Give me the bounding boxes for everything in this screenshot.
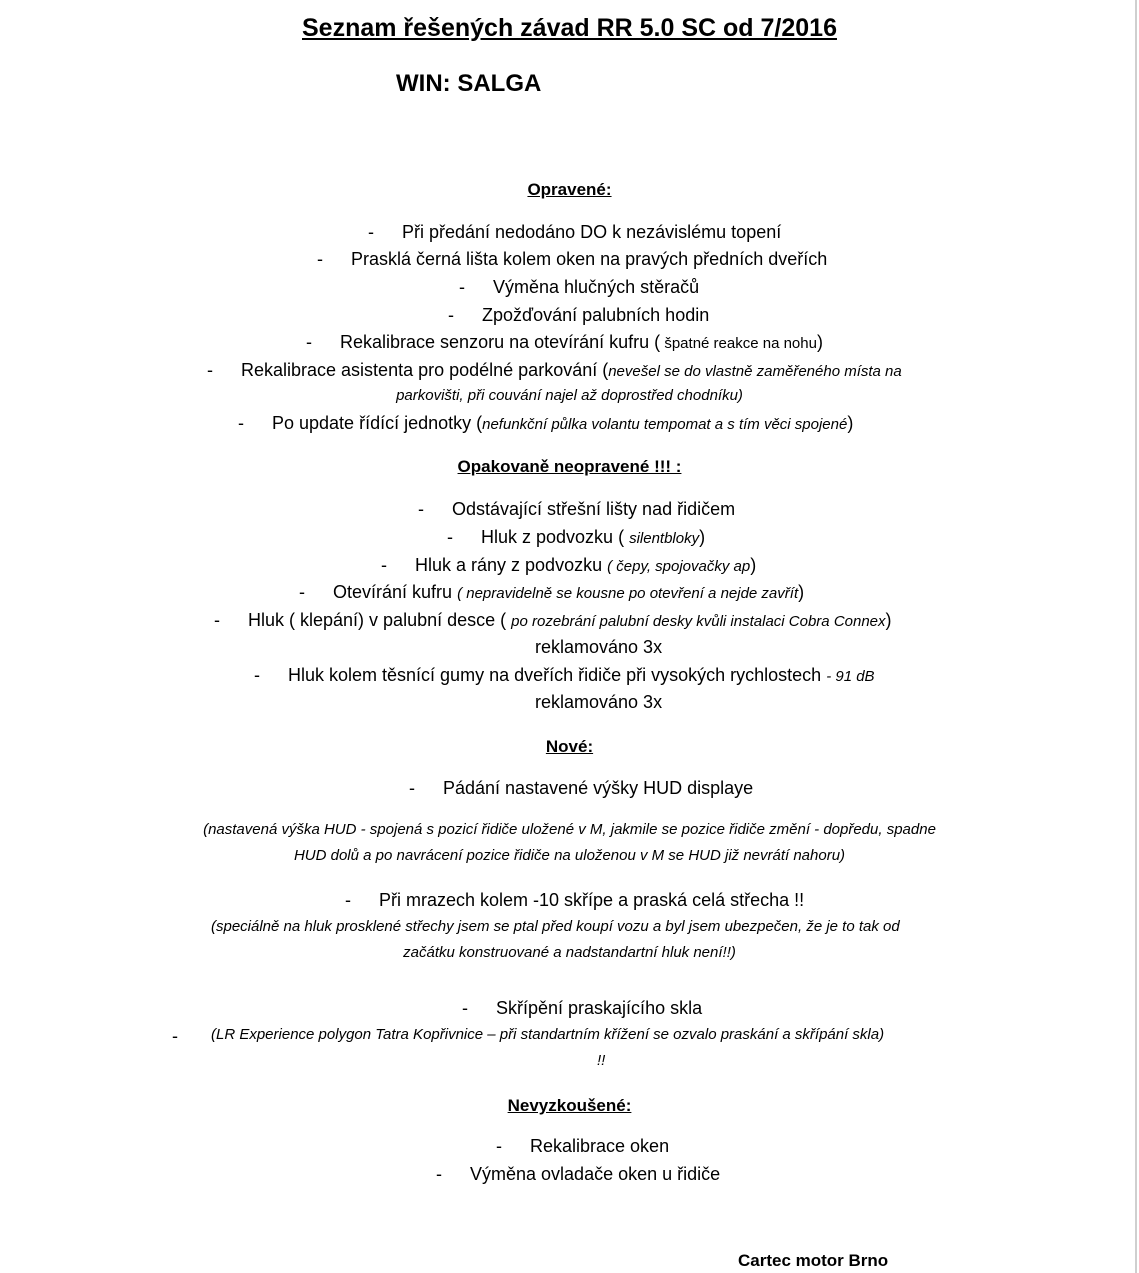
list-item: - Zpožďování palubních hodin bbox=[448, 305, 710, 325]
list-item: - Hluk kolem těsnící gumy na dveřích řidiče při vysokých rychlostech - 91 dB bbox=[254, 665, 875, 685]
list-item: - Prasklá černá lišta kolem oken na pravých předních dveřích bbox=[317, 249, 828, 269]
note-text: (nastavená výška HUD - spojená s pozicí řidiče uložené v M, jakmile se pozice řidiče změní - dopředu, spadne bbox=[203, 821, 936, 838]
list-item-continuation: parkovišti, při couvání najel až doprostřed chodníku) bbox=[396, 387, 743, 404]
list-item: - Při mrazech kolem -10 skřípe a praská celá střecha !! bbox=[345, 890, 805, 910]
note-text: !! bbox=[597, 1052, 606, 1069]
section-heading-opakovane: Opakovaně neopravené !!! : bbox=[457, 457, 682, 476]
note-text: HUD dolů a po navrácení pozice řidiče na uloženou v M se HUD již nevrátí nahoru) bbox=[293, 847, 846, 864]
list-item-continuation: reklamováno 3x bbox=[535, 692, 663, 712]
list-item: - Hluk ( klepání) v palubní desce ( po rozebrání palubní desky kvůli instalaci Cobra Connex) bbox=[214, 610, 892, 630]
note-text: (speciálně na hluk prosklené střechy jsem se ptal před koupí vozu a byl jsem ubezpečen, že je to tak od bbox=[211, 918, 900, 935]
list-item-continuation: reklamováno 3x bbox=[535, 637, 663, 657]
list-item: - Rekalibrace asistenta pro podélné parkování (nevešel se do vlastně zaměřeného místa na bbox=[207, 360, 902, 380]
section-heading-opravene: Opravené: bbox=[527, 180, 612, 199]
document-title: Seznam řešených závad RR 5.0 SC od 7/2016 bbox=[302, 14, 837, 42]
list-item: - Rekalibrace senzoru na otevírání kufru ( špatné reakce na nohu) bbox=[306, 332, 823, 352]
list-item: - Výměna ovladače oken u řidiče bbox=[436, 1164, 721, 1184]
list-item: - Pádání nastavené výšky HUD displaye bbox=[409, 778, 754, 798]
note-text: začátku konstruované a nadstandartní hluk není!!) bbox=[403, 944, 736, 961]
list-item: - Hluk a rány z podvozku ( čepy, spojovačky ap) bbox=[381, 555, 757, 575]
list-item: - Rekalibrace oken bbox=[496, 1136, 670, 1156]
win-label: WIN: SALGA bbox=[396, 70, 542, 97]
list-item: - Hluk z podvozku ( silentbloky) bbox=[447, 527, 706, 547]
list-item: - Otevírání kufru ( nepravidelně se kousne po otevření a nejde zavřít) bbox=[299, 582, 805, 602]
list-item: - Výměna hlučných stěračů bbox=[459, 277, 700, 297]
list-item: - Při předání nedodáno DO k nezávislému topení bbox=[368, 222, 782, 242]
section-heading-nove: Nové: bbox=[545, 737, 594, 756]
list-item: - Po update řídící jednotky (nefunkční půlka volantu tempomat a s tím věci spojené) bbox=[238, 413, 854, 433]
section-heading-nevyzkousene: Nevyzkoušené: bbox=[507, 1096, 632, 1115]
list-item: - bbox=[172, 1026, 178, 1046]
note-text: (LR Experience polygon Tatra Kopřivnice – při standartním křížení se ozvalo praskání a skřípání skla) bbox=[211, 1026, 885, 1043]
list-item: - Skřípění praskajícího skla bbox=[462, 998, 703, 1018]
footer-company: Cartec motor Brno bbox=[738, 1251, 889, 1270]
list-item: - Odstávající střešní lišty nad řidičem bbox=[418, 499, 736, 519]
